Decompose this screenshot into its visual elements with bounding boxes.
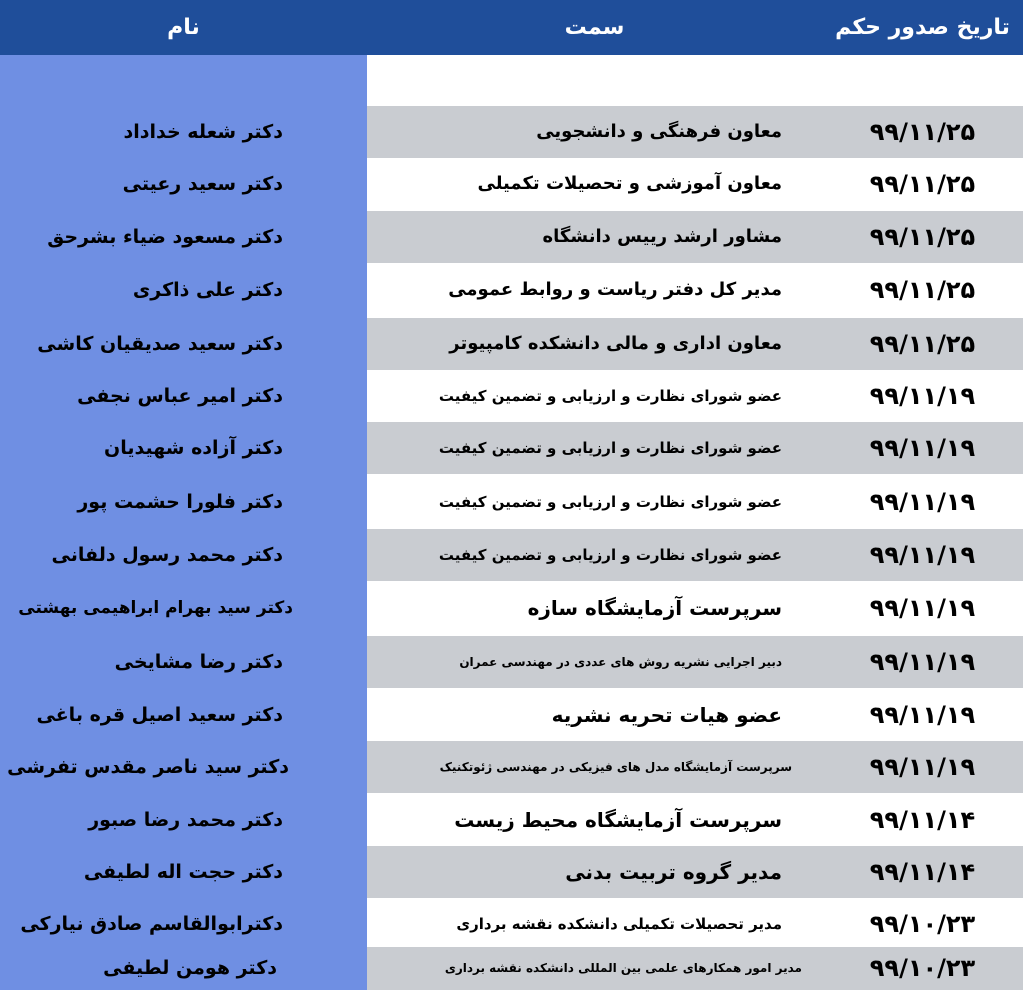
cell-date: ۹۹/۱۱/۱۹ (869, 382, 976, 410)
table-row (0, 689, 1023, 741)
cell-position: عضو هیات تحریه نشریه (551, 703, 782, 727)
cell-name: دکتر هومن لطیفی (103, 957, 277, 979)
header-position: سمت (564, 15, 625, 40)
cell-position: سرپرست آزمایشگاه سازه (527, 596, 782, 620)
cell-date: ۹۹/۱۱/۱۹ (869, 488, 976, 516)
table-row (0, 947, 1023, 990)
cell-position: سرپرست آزمایشگاه محیط زیست (454, 808, 782, 832)
cell-position: سرپرست آزمایشگاه مدل های فیزیکی در مهندسی ژئوتکنیک (439, 760, 792, 774)
cell-position: عضو شورای نظارت و ارزیابی و تضمین کیفیت (438, 439, 782, 457)
cell-position: معاون اداری و مالی دانشکده کامپیوتر (449, 333, 782, 354)
cell-date: ۹۹/۱۱/۲۵ (869, 276, 976, 304)
cell-position: مدیر گروه تربیت بدنی (565, 860, 782, 884)
cell-name: دکتر سعید رعیتی (122, 173, 283, 195)
cell-date: ۹۹/۱۱/۱۹ (869, 648, 976, 676)
table-row (0, 318, 1023, 370)
cell-position: عضو شورای نظارت و ارزیابی و تضمین کیفیت (438, 546, 782, 564)
cell-date: ۹۹/۱۱/۲۵ (869, 118, 976, 146)
cell-date: ۹۹/۱۱/۱۹ (869, 594, 976, 622)
table-row (0, 106, 1023, 158)
table-header (0, 0, 1023, 55)
table-row (0, 741, 1023, 793)
cell-name: دکتر شعله خداداد (123, 121, 283, 143)
cell-position: عضو شورای نظارت و ارزیابی و تضمین کیفیت (438, 387, 782, 405)
cell-date: ۹۹/۱۱/۱۹ (869, 753, 976, 781)
table-row (0, 794, 1023, 846)
cell-name: دکتر محمد رضا صبور (88, 809, 283, 831)
header-name: نام (167, 15, 200, 40)
table-row (0, 898, 1023, 950)
table-row (0, 370, 1023, 422)
table-row (0, 158, 1023, 210)
cell-date: ۹۹/۱۱/۱۹ (869, 701, 976, 729)
cell-name: دکترابوالقاسم صادق نیارکی (20, 913, 283, 935)
cell-name: دکتر رضا مشایخی (114, 651, 283, 673)
cell-position: مشاور ارشد رییس دانشگاه (542, 226, 782, 247)
cell-date: ۹۹/۱۰/۲۳ (869, 910, 976, 938)
cell-date: ۹۹/۱۱/۱۹ (869, 434, 976, 462)
table-row (0, 476, 1023, 528)
cell-name: دکتر آزاده شهیدیان (104, 437, 283, 459)
cell-date: ۹۹/۱۱/۱۴ (869, 858, 976, 886)
cell-name: دکتر فلورا حشمت پور (77, 491, 283, 513)
cell-name: دکتر سید بهرام ابراهیمی بهشتی (18, 598, 293, 618)
cell-position: مدیر کل دفتر ریاست و روابط عمومی (448, 279, 782, 300)
cell-position: مدیر امور همکارهای علمی بین المللی دانشکده نقشه برداری (444, 961, 802, 975)
cell-name: دکتر محمد رسول دلفانی (51, 544, 283, 566)
cell-name: دکتر مسعود ضیاء بشرحق (47, 226, 283, 248)
header-date: تاریخ صدور حکم (835, 15, 1010, 40)
table-row (0, 846, 1023, 898)
table-row (0, 529, 1023, 581)
table-row (0, 636, 1023, 688)
cell-name: دکتر علی ذاکری (132, 279, 283, 301)
table-row (0, 422, 1023, 474)
table-row (0, 264, 1023, 316)
cell-name: دکتر سعید اصیل قره باغی (36, 704, 283, 726)
table-row (0, 582, 1023, 634)
cell-name: دکتر سعید صدیقیان کاشی (37, 333, 283, 355)
cell-date: ۹۹/۱۱/۲۵ (869, 330, 976, 358)
cell-position: مدیر تحصیلات تکمیلی دانشکده نقشه برداری (456, 915, 782, 933)
cell-position: معاون فرهنگی و دانشجویی (536, 121, 782, 142)
cell-name: دکتر حجت اله لطیفی (83, 861, 283, 883)
cell-date: ۹۹/۱۰/۲۳ (869, 954, 976, 982)
cell-position: دبیر اجرایی نشریه روش های عددی در مهندسی عمران (459, 655, 782, 669)
cell-date: ۹۹/۱۱/۲۵ (869, 170, 976, 198)
cell-name: دکتر سید ناصر مقدس تفرشی (7, 756, 289, 778)
cell-position: عضو شورای نظارت و ارزیابی و تضمین کیفیت (438, 493, 782, 511)
cell-name: دکتر امیر عباس نجفی (77, 385, 283, 407)
cell-date: ۹۹/۱۱/۲۵ (869, 223, 976, 251)
cell-position: معاون آموزشی و تحصیلات تکمیلی (477, 173, 782, 194)
table-row (0, 211, 1023, 263)
cell-date: ۹۹/۱۱/۱۴ (869, 806, 976, 834)
cell-date: ۹۹/۱۱/۱۹ (869, 541, 976, 569)
